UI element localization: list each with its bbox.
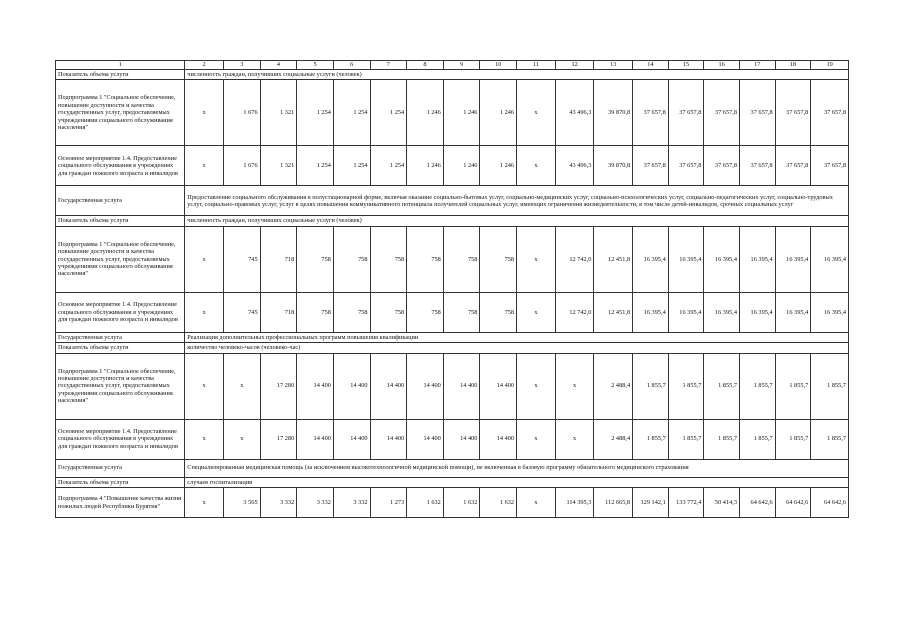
column-number-cell: 1 (56, 61, 185, 70)
value-cell: 16 395,4 (811, 226, 849, 292)
value-cell: 12 742,0 (555, 226, 594, 292)
value-cell: 17 280 (260, 419, 297, 459)
value-cell: 1 254 (333, 146, 370, 186)
row-label-cell: Основное мероприятие 1.4. Предоставление социального обслуживания в учреждениях для граждан пожилого возраста и инвалидов (56, 419, 185, 459)
value-cell: 1 855,7 (739, 419, 775, 459)
row-label-cell: Показатель объема услуги (56, 216, 185, 226)
value-cell: 758 (297, 226, 334, 292)
data-table (55, 60, 849, 518)
table-row (56, 488, 849, 518)
value-cell: 37 657,8 (668, 146, 704, 186)
value-cell: 112 665,8 (594, 488, 633, 518)
value-cell: 3 332 (260, 488, 297, 518)
row-label-cell: Подпрограмма 1 "Социальное обеспечение, повышение доступности и качества государственных услуг, предоставляемых учреждениями социального обслуживания населения" (56, 353, 185, 419)
value-cell: 758 (480, 292, 517, 332)
section-row (56, 343, 849, 353)
row-description-cell: численность граждан, получивших социальные услуги (человек) (185, 216, 849, 226)
value-cell: 1 246 (407, 80, 444, 146)
value-cell: 16 395,4 (668, 226, 704, 292)
value-cell: 16 395,4 (739, 226, 775, 292)
value-cell: 14 400 (480, 419, 517, 459)
row-label-cell: Государственная услуга (56, 332, 185, 342)
value-cell: x (185, 226, 224, 292)
row-label-cell: Показатель объема услуги (56, 343, 185, 353)
value-cell: 14 400 (333, 353, 370, 419)
value-cell: x (185, 80, 224, 146)
value-cell: x (555, 353, 594, 419)
value-cell: 3 565 (223, 488, 260, 518)
value-cell: 758 (333, 292, 370, 332)
value-cell: 758 (333, 226, 370, 292)
table-row (56, 419, 849, 459)
value-cell: x (517, 353, 556, 419)
value-cell: 12 451,8 (594, 226, 633, 292)
value-cell: 1 254 (297, 80, 334, 146)
value-cell: 1 855,7 (811, 353, 849, 419)
row-label-cell: Основное мероприятие 1.4. Предоставление социального обслуживания в учреждениях для граждан пожилого возраста и инвалидов (56, 146, 185, 186)
value-cell: 1 855,7 (633, 353, 669, 419)
value-cell: x (517, 292, 556, 332)
value-cell: 14 400 (370, 353, 407, 419)
value-cell: 43 496,3 (555, 80, 594, 146)
value-cell: x (517, 80, 556, 146)
value-cell: 1 321 (260, 146, 297, 186)
column-number-cell: 8 (407, 61, 444, 70)
value-cell: 37 657,8 (704, 146, 740, 186)
value-cell: 1 855,7 (811, 419, 849, 459)
value-cell: x (223, 419, 260, 459)
section-row (56, 186, 849, 216)
value-cell: 1 254 (370, 80, 407, 146)
column-number-cell: 9 (443, 61, 480, 70)
value-cell: 37 657,8 (811, 80, 849, 146)
value-cell: x (185, 292, 224, 332)
value-cell: 1 855,7 (739, 353, 775, 419)
value-cell: 1 855,7 (704, 419, 740, 459)
value-cell: 37 657,8 (775, 146, 811, 186)
value-cell: 64 642,6 (811, 488, 849, 518)
value-cell: 3 332 (333, 488, 370, 518)
value-cell: 16 395,4 (633, 292, 669, 332)
row-description-cell: Специализированная медицинская помощь (за исключением высокотехнологичной медицинской помощи), не включенная в базовую программу обязательного медицинского страхования (185, 459, 849, 477)
column-number-cell: 14 (633, 61, 669, 70)
value-cell: 745 (223, 226, 260, 292)
value-cell: 2 488,4 (594, 419, 633, 459)
value-cell: x (185, 353, 224, 419)
value-cell: 1 632 (407, 488, 444, 518)
section-row (56, 459, 849, 477)
value-cell: 758 (407, 292, 444, 332)
column-number-cell: 2 (185, 61, 224, 70)
column-number-cell: 17 (739, 61, 775, 70)
value-cell: 1 632 (480, 488, 517, 518)
value-cell: 1 855,7 (633, 419, 669, 459)
value-cell: 16 395,4 (704, 226, 740, 292)
value-cell: 1 273 (370, 488, 407, 518)
value-cell: 133 772,4 (668, 488, 704, 518)
column-number-cell: 11 (517, 61, 556, 70)
column-number-cell: 19 (811, 61, 849, 70)
value-cell: 14 400 (333, 419, 370, 459)
value-cell: 64 642,6 (739, 488, 775, 518)
value-cell: 1 676 (223, 80, 260, 146)
value-cell: 37 657,8 (739, 80, 775, 146)
value-cell: 745 (223, 292, 260, 332)
column-number-cell: 12 (555, 61, 594, 70)
table-row (56, 146, 849, 186)
value-cell: x (517, 226, 556, 292)
value-cell: 16 395,4 (668, 292, 704, 332)
value-cell: 1 855,7 (704, 353, 740, 419)
value-cell: 758 (443, 226, 480, 292)
section-row (56, 477, 849, 487)
column-number-cell: 7 (370, 61, 407, 70)
row-label-cell: Государственная услуга (56, 459, 185, 477)
section-row (56, 70, 849, 80)
value-cell: 758 (443, 292, 480, 332)
value-cell: 14 400 (370, 419, 407, 459)
row-description-cell: случаев госпитализации (185, 477, 849, 487)
table-row (56, 226, 849, 292)
column-number-cell: 5 (297, 61, 334, 70)
value-cell: 43 496,3 (555, 146, 594, 186)
value-cell: 3 332 (297, 488, 334, 518)
value-cell: 37 657,8 (704, 80, 740, 146)
value-cell: 14 400 (297, 353, 334, 419)
value-cell: 758 (480, 226, 517, 292)
value-cell: 37 657,8 (633, 80, 669, 146)
value-cell: 1 632 (443, 488, 480, 518)
value-cell: 718 (260, 226, 297, 292)
value-cell: 16 395,4 (633, 226, 669, 292)
value-cell: x (517, 146, 556, 186)
value-cell: 14 400 (443, 419, 480, 459)
column-number-cell: 3 (223, 61, 260, 70)
table-body (56, 70, 849, 518)
value-cell: 37 657,8 (811, 146, 849, 186)
row-description-cell: численность граждан, получивших социальные услуги (человек) (185, 70, 849, 80)
value-cell: 1 254 (370, 146, 407, 186)
value-cell: 16 395,4 (704, 292, 740, 332)
value-cell: 17 280 (260, 353, 297, 419)
value-cell: 1 246 (480, 80, 517, 146)
table-row (56, 80, 849, 146)
value-cell: 758 (370, 226, 407, 292)
value-cell: 1 321 (260, 80, 297, 146)
value-cell: 12 451,8 (594, 292, 633, 332)
section-row (56, 332, 849, 342)
row-label-cell: Подпрограмма 1 "Социальное обеспечение, повышение доступности и качества государственных услуг, предоставляемых учреждениями социального обслуживания населения" (56, 80, 185, 146)
column-number-cell: 10 (480, 61, 517, 70)
value-cell: 1 246 (480, 146, 517, 186)
value-cell: 1 246 (443, 146, 480, 186)
value-cell: 1 246 (407, 146, 444, 186)
value-cell: 14 400 (407, 353, 444, 419)
value-cell: 16 395,4 (739, 292, 775, 332)
value-cell: x (517, 419, 556, 459)
value-cell: 39 870,8 (594, 146, 633, 186)
value-cell: x (223, 353, 260, 419)
value-cell: x (185, 146, 224, 186)
value-cell: x (185, 488, 224, 518)
column-number-cell: 13 (594, 61, 633, 70)
value-cell: 50 414,3 (704, 488, 740, 518)
value-cell: 2 488,4 (594, 353, 633, 419)
column-number-cell: 16 (704, 61, 740, 70)
value-cell: x (185, 419, 224, 459)
value-cell: 1 855,7 (775, 419, 811, 459)
value-cell: 37 657,8 (668, 80, 704, 146)
value-cell: 758 (297, 292, 334, 332)
value-cell: 758 (407, 226, 444, 292)
value-cell: 16 395,4 (775, 292, 811, 332)
row-label-cell: Показатель объема услуги (56, 70, 185, 80)
value-cell: 12 742,0 (555, 292, 594, 332)
value-cell: 39 870,8 (594, 80, 633, 146)
row-label-cell: Подпрограмма 4 "Повышение качества жизни пожилых людей Республики Бурятия" (56, 488, 185, 518)
value-cell: 1 254 (333, 80, 370, 146)
value-cell: 1 855,7 (668, 353, 704, 419)
row-label-cell: Показатель объема услуги (56, 477, 185, 487)
row-label-cell: Государственная услуга (56, 186, 185, 216)
value-cell: 14 400 (297, 419, 334, 459)
table-row (56, 353, 849, 419)
table-row (56, 292, 849, 332)
column-number-cell: 15 (668, 61, 704, 70)
value-cell: 37 657,8 (739, 146, 775, 186)
value-cell: 1 254 (297, 146, 334, 186)
value-cell: 64 642,6 (775, 488, 811, 518)
value-cell: 14 400 (407, 419, 444, 459)
value-cell: 1 855,7 (668, 419, 704, 459)
column-number-cell: 18 (775, 61, 811, 70)
value-cell: 114 395,3 (555, 488, 594, 518)
value-cell: 758 (370, 292, 407, 332)
value-cell: 1 676 (223, 146, 260, 186)
row-label-cell: Основное мероприятие 1.4. Предоставление социального обслуживания в учреждениях для граждан пожилого возраста и инвалидов (56, 292, 185, 332)
value-cell: 16 395,4 (775, 226, 811, 292)
value-cell: 129 142,1 (633, 488, 669, 518)
value-cell: x (517, 488, 556, 518)
value-cell: 14 400 (443, 353, 480, 419)
section-row (56, 216, 849, 226)
column-number-cell: 6 (333, 61, 370, 70)
value-cell: 1 855,7 (775, 353, 811, 419)
column-number-cell: 4 (260, 61, 297, 70)
value-cell: 14 400 (480, 353, 517, 419)
value-cell: 16 395,4 (811, 292, 849, 332)
value-cell: 1 246 (443, 80, 480, 146)
row-description-cell: количество человеко-часов (человеко-час) (185, 343, 849, 353)
value-cell: 37 657,8 (633, 146, 669, 186)
value-cell: 718 (260, 292, 297, 332)
row-description-cell: Реализация дополнительных профессиональных программ повышения квалификации (185, 332, 849, 342)
row-label-cell: Подпрограмма 1 "Социальное обеспечение, повышение доступности и качества государственных услуг, предоставляемых учреждениями социального обслуживания населения" (56, 226, 185, 292)
row-description-cell: Предоставление социального обслуживания в полустационарной форме, включая оказание социально-бытовых услуг, социально-медицинских услуг, социально-психологических услуг, социально-педагогических услуг, социально-трудовых услуг, социально-правовых услуг, услуг в целях повышения коммуникативного потенциала получателей социальных услуг, имеющих ограничения жизнедеятельности, в том числе детей-инвалидов, срочных социальных услуг (185, 186, 849, 216)
value-cell: x (555, 419, 594, 459)
value-cell: 37 657,8 (775, 80, 811, 146)
column-number-row (56, 61, 849, 70)
